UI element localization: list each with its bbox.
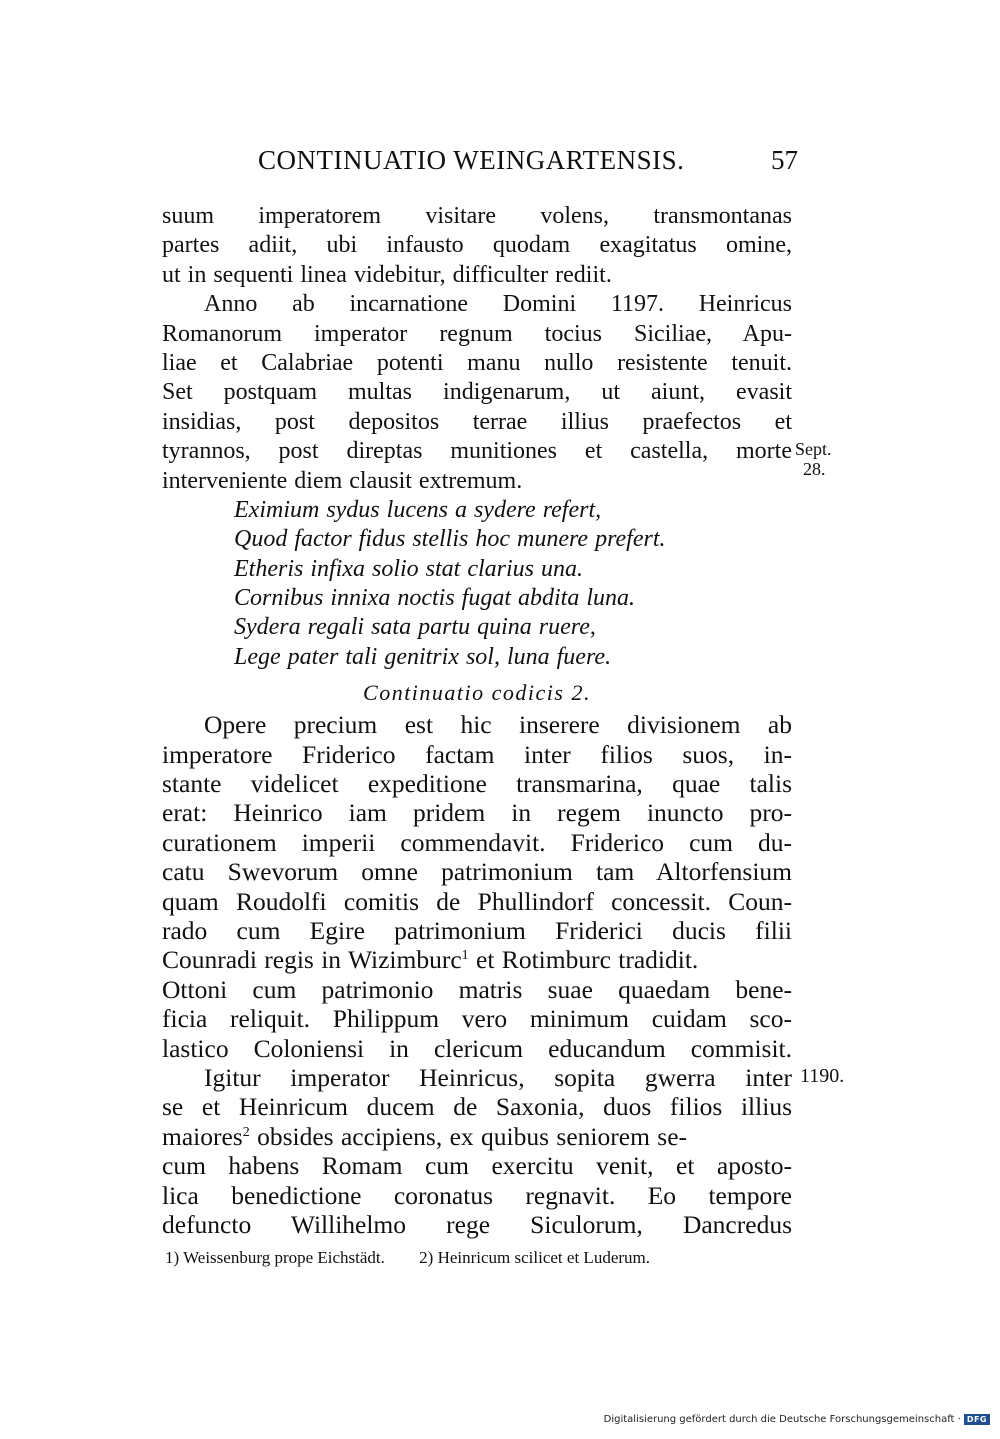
footnote-marker: 1 — [461, 948, 469, 964]
footnote-marker: 2 — [242, 1124, 250, 1140]
text-line: interveniente diem clausit extremum. — [162, 467, 523, 494]
margin-year-note: 1190. — [800, 1065, 845, 1087]
text-line: tyrannos, post direptas munitiones et castella, morte — [162, 438, 792, 465]
text-line: lastico Coloniensi in clericum educandum commisit. — [162, 1033, 792, 1063]
text-line: Opere precium est hic inserere divisionem ab — [204, 710, 792, 740]
footnote-1: 1) Weissenburg prope Eichstädt. — [165, 1248, 385, 1267]
credit-text: Digitalisierung gefördert durch die Deutsche Forschungsgemeinschaft · — [603, 1414, 961, 1425]
running-title: CONTINUATIO WEINGARTENSIS. — [258, 145, 685, 175]
footnotes — [165, 1248, 795, 1268]
text-line: stante videlicet expeditione transmarina, quae talis — [162, 769, 792, 799]
page-number: 57 — [771, 145, 798, 175]
text-line: insidias, post depositos terrae illius praefectos et — [162, 408, 792, 435]
text-line: quam Roudolfi comitis de Phullindorf concessit. Coun- — [162, 886, 792, 916]
text-line: Igitur imperator Heinricus, sopita gwerra inter — [204, 1062, 792, 1092]
poem-line: Lege pater tali genitrix sol, luna fuere. — [234, 643, 612, 670]
poem-line: Cornibus innixa noctis fugat abdita luna. — [234, 585, 636, 612]
text-line: cum habens Romam cum exercitu venit, et aposto- — [162, 1151, 792, 1181]
running-header — [258, 145, 798, 181]
text-segment: Counradi regis in Wizimburc$^1$ et Rotimburc tradidit. — [162, 945, 699, 975]
text-line: imperatore Friderico factam inter filios suos, in- — [162, 739, 792, 769]
paragraph-1 — [162, 202, 792, 290]
page-body — [162, 202, 792, 1239]
margin-month: Sept. — [795, 439, 832, 459]
margin-date-note — [795, 439, 855, 479]
text-line: curationem imperii commendavit. Friderico cum du- — [162, 827, 792, 857]
poem-line: Quod factor fidus stellis hoc munere prefert. — [234, 526, 666, 553]
text-line: partes adiit, ubi infausto quodam exagitatus omine, — [162, 232, 792, 259]
text-line: rado cum Egire patrimonium Friderici ducis filii — [162, 915, 792, 945]
text-line: Anno ab incarnatione Domini 1197. Heinricus — [204, 291, 792, 318]
text-line: Romanorum imperator regnum tocius Siciliae, Apu- — [162, 320, 792, 347]
text-line: ut in sequenti linea videbitur, difficulter rediit. — [162, 261, 612, 288]
text-line: Ottoni cum patrimonio matris suae quaedam bene- — [162, 974, 792, 1004]
text-line: lica benedictione coronatus regnavit. Eo tempore — [162, 1180, 792, 1210]
poem-line: Sydera regali sata partu quina ruere, — [234, 614, 596, 641]
margin-day: 28. — [803, 459, 826, 479]
footnote-2: 2) Heinricum scilicet et Luderum. — [419, 1248, 650, 1267]
text-line: catu Swevorum omne patrimonium tam Altorfensium — [162, 857, 792, 887]
text-line: defuncto Willihelmo rege Siculorum, Dancredus — [162, 1209, 792, 1239]
paragraph-4 — [162, 1063, 792, 1239]
text-line: erat: Heinrico iam pridem in regem inuncto pro- — [162, 798, 792, 828]
poem-line: Eximium sydus lucens a sydere refert, — [234, 496, 602, 523]
poem-line: Etheris infixa solio stat clarius una. — [234, 555, 584, 582]
text-line: liae et Calabriae potenti manu nullo resistente tenuit. — [162, 349, 792, 376]
paragraph-2 — [162, 290, 792, 496]
text-line: suum imperatorem visitare volens, transmontanas — [162, 203, 792, 229]
text-line: maiores$^2$ obsides accipiens, ex quibus seniorem se- — [162, 1121, 688, 1151]
dfg-logo-icon: DFG — [964, 1414, 990, 1425]
text-line: ficia reliquit. Philippum vero minimum cuidam sco- — [162, 1004, 792, 1034]
section-heading: Continuatio codicis 2. — [363, 680, 591, 706]
paragraph-3 — [162, 710, 792, 1063]
digitization-credit — [604, 1414, 990, 1425]
text-line: Set postquam multas indigenarum, ut aiunt, evasit — [162, 379, 792, 406]
text-line — [162, 945, 792, 974]
poem — [162, 496, 792, 672]
text-line: se et Heinricum ducem de Saxonia, duos filios illius — [162, 1092, 792, 1122]
